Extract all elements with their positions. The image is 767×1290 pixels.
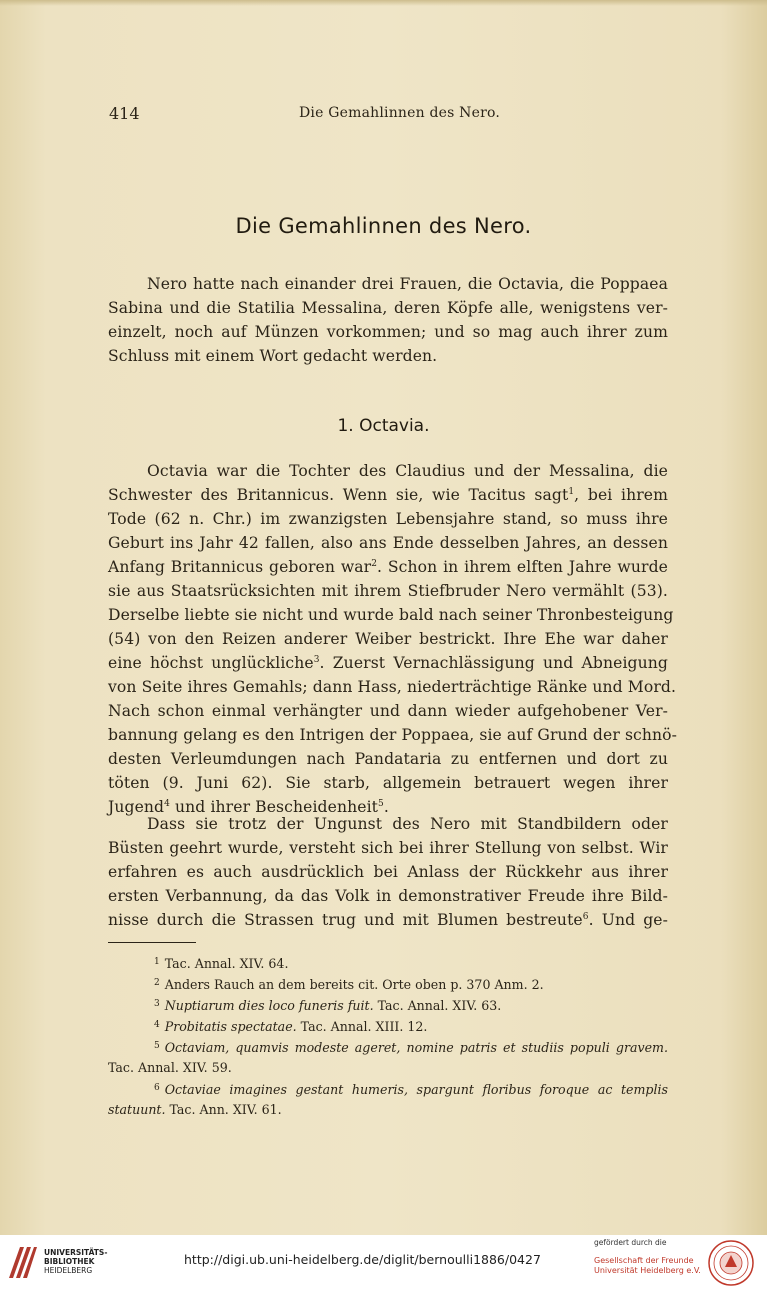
university-seal-icon	[706, 1239, 756, 1287]
permalink-url[interactable]: http://digi.ub.uni-heidelberg.de/diglit/bernoulli1886/0427	[184, 1252, 541, 1267]
text-line: Octavia war die Tochter des Claudius und der Messalina, die	[147, 462, 668, 480]
text-line: töten (9. Juni 62). Sie starb, allgemein betrauert wegen ihrer	[108, 774, 668, 792]
paragraph-octavia-2	[108, 812, 668, 932]
footnote-2: $^2$ Anders Rauch an dem bereits cit. Orte oben p. 370 Anm. 2.	[154, 977, 544, 992]
footnote-6-cont: statuunt. Tac. Ann. XIV. 61.	[108, 1102, 282, 1117]
text-line: Schwester des Britannicus. Wenn sie, wie Tacitus sagt$^1$, bei ihrem	[108, 486, 668, 504]
page-header	[109, 104, 669, 128]
text-line: nisse durch die Strassen trug und mit Blumen bestreute$^6$. Und ge-	[108, 911, 668, 929]
running-title: Die Gemahlinnen des Nero.	[299, 105, 501, 121]
text-line: eine höchst unglückliche$^3$. Zuerst Vernachlässigung und Abneigung	[108, 654, 668, 672]
paragraph-octavia-1	[108, 459, 678, 819]
text-line: (54) von den Reizen anderer Weiber bestrickt. Ihre Ehe war daher	[108, 630, 668, 648]
footnote-ref[interactable]: 5	[378, 799, 384, 809]
sponsor-credit: gefördert durch die Gesellschaft der Freunde Universität Heidelberg e.V.	[594, 1238, 701, 1275]
text-line: sie aus Staatsrücksichten mit ihrem Stiefbruder Nero vermählt (53).	[108, 582, 668, 600]
text-line: Sabina und die Statilia Messalina, deren Köpfe alle, wenigstens ver-	[108, 299, 668, 317]
text-line: Nero hatte nach einander drei Frauen, die Octavia, die Poppaea	[147, 275, 668, 293]
footnote-6: $^6$ Octaviae imagines gestant humeris, spargunt floribus foroque ac templis	[154, 1082, 668, 1097]
university-library-logo-icon[interactable]	[6, 1243, 38, 1281]
footnote-3: $^3$ Nuptiarum dies loco funeris fuit. Tac. Annal. XIV. 63.	[154, 998, 502, 1013]
footnote-5: $^5$ Octaviam, quamvis modeste ageret, nomine patris et studiis populi gravem.	[154, 1040, 668, 1055]
text-line: Jugend$^4$ und ihrer Bescheidenheit$^5$.	[108, 798, 389, 816]
text-line: Schluss mit einem Wort gedacht werden.	[108, 347, 438, 365]
text-line: Geburt ins Jahr 42 fallen, also ans Ende desselben Jahres, an dessen	[108, 534, 668, 552]
text-line: von Seite ihres Gemahls; dann Hass, niederträchtige Ränke und Mord.	[108, 678, 677, 696]
footnote-ref[interactable]: 2	[371, 559, 378, 569]
text-line: bannung gelang es den Intrigen der Poppaea, sie auf Grund der schnö-	[108, 726, 678, 744]
footnote-4: $^4$ Probitatis spectatae. Tac. Annal. XIII. 12.	[154, 1019, 428, 1034]
text-line: Dass sie trotz der Ungunst des Nero mit Standbildern oder	[147, 815, 668, 833]
text-line: Tode (62 n. Chr.) im zwanzigsten Lebensjahre stand, so muss ihre	[108, 510, 668, 528]
text-line: erfahren es auch ausdrücklich bei Anlass der Rückkehr aus ihrer	[108, 863, 668, 881]
footnote-ref[interactable]: 4	[164, 799, 170, 809]
text-line: Anfang Britannicus geboren war$^2$. Schon in ihrem elften Jahre wurde	[108, 558, 668, 576]
footnote-ref[interactable]: 6	[582, 912, 589, 922]
page-number: 414	[109, 104, 140, 123]
viewer-footer	[0, 1235, 767, 1290]
text-line: desten Verleumdungen nach Pandataria zu entfernen und dort zu	[108, 750, 668, 768]
footnote-ref[interactable]: 3	[313, 655, 320, 665]
footnotes	[108, 952, 668, 1120]
text-line: Derselbe liebte sie nicht und wurde bald nach seiner Thronbesteigung	[108, 606, 674, 624]
footnote-5-cont: Tac. Annal. XIV. 59.	[108, 1060, 232, 1075]
footnote-divider	[108, 942, 196, 943]
footnote-ref[interactable]: 1	[568, 487, 575, 497]
chapter-title: Die Gemahlinnen des Nero.	[235, 214, 532, 238]
intro-paragraph	[108, 272, 668, 368]
library-name: UNIVERSITÄTS- BIBLIOTHEK HEIDELBERG	[44, 1248, 108, 1275]
text-line: Büsten geehrt wurde, versteht sich bei ihrer Stellung von selbst. Wir	[108, 839, 668, 857]
text-line: ersten Verbannung, da das Volk in demonstrativer Freude ihre Bild-	[108, 887, 668, 905]
text-line: Nach schon einmal verhängter und dann wieder aufgehobener Ver-	[108, 702, 668, 720]
footnote-1: $^1$ Tac. Annal. XIV. 64.	[154, 956, 289, 971]
text-line: einzelt, noch auf Münzen vorkommen; und so mag auch ihrer zum	[108, 323, 668, 341]
section-title: 1. Octavia.	[337, 416, 430, 436]
